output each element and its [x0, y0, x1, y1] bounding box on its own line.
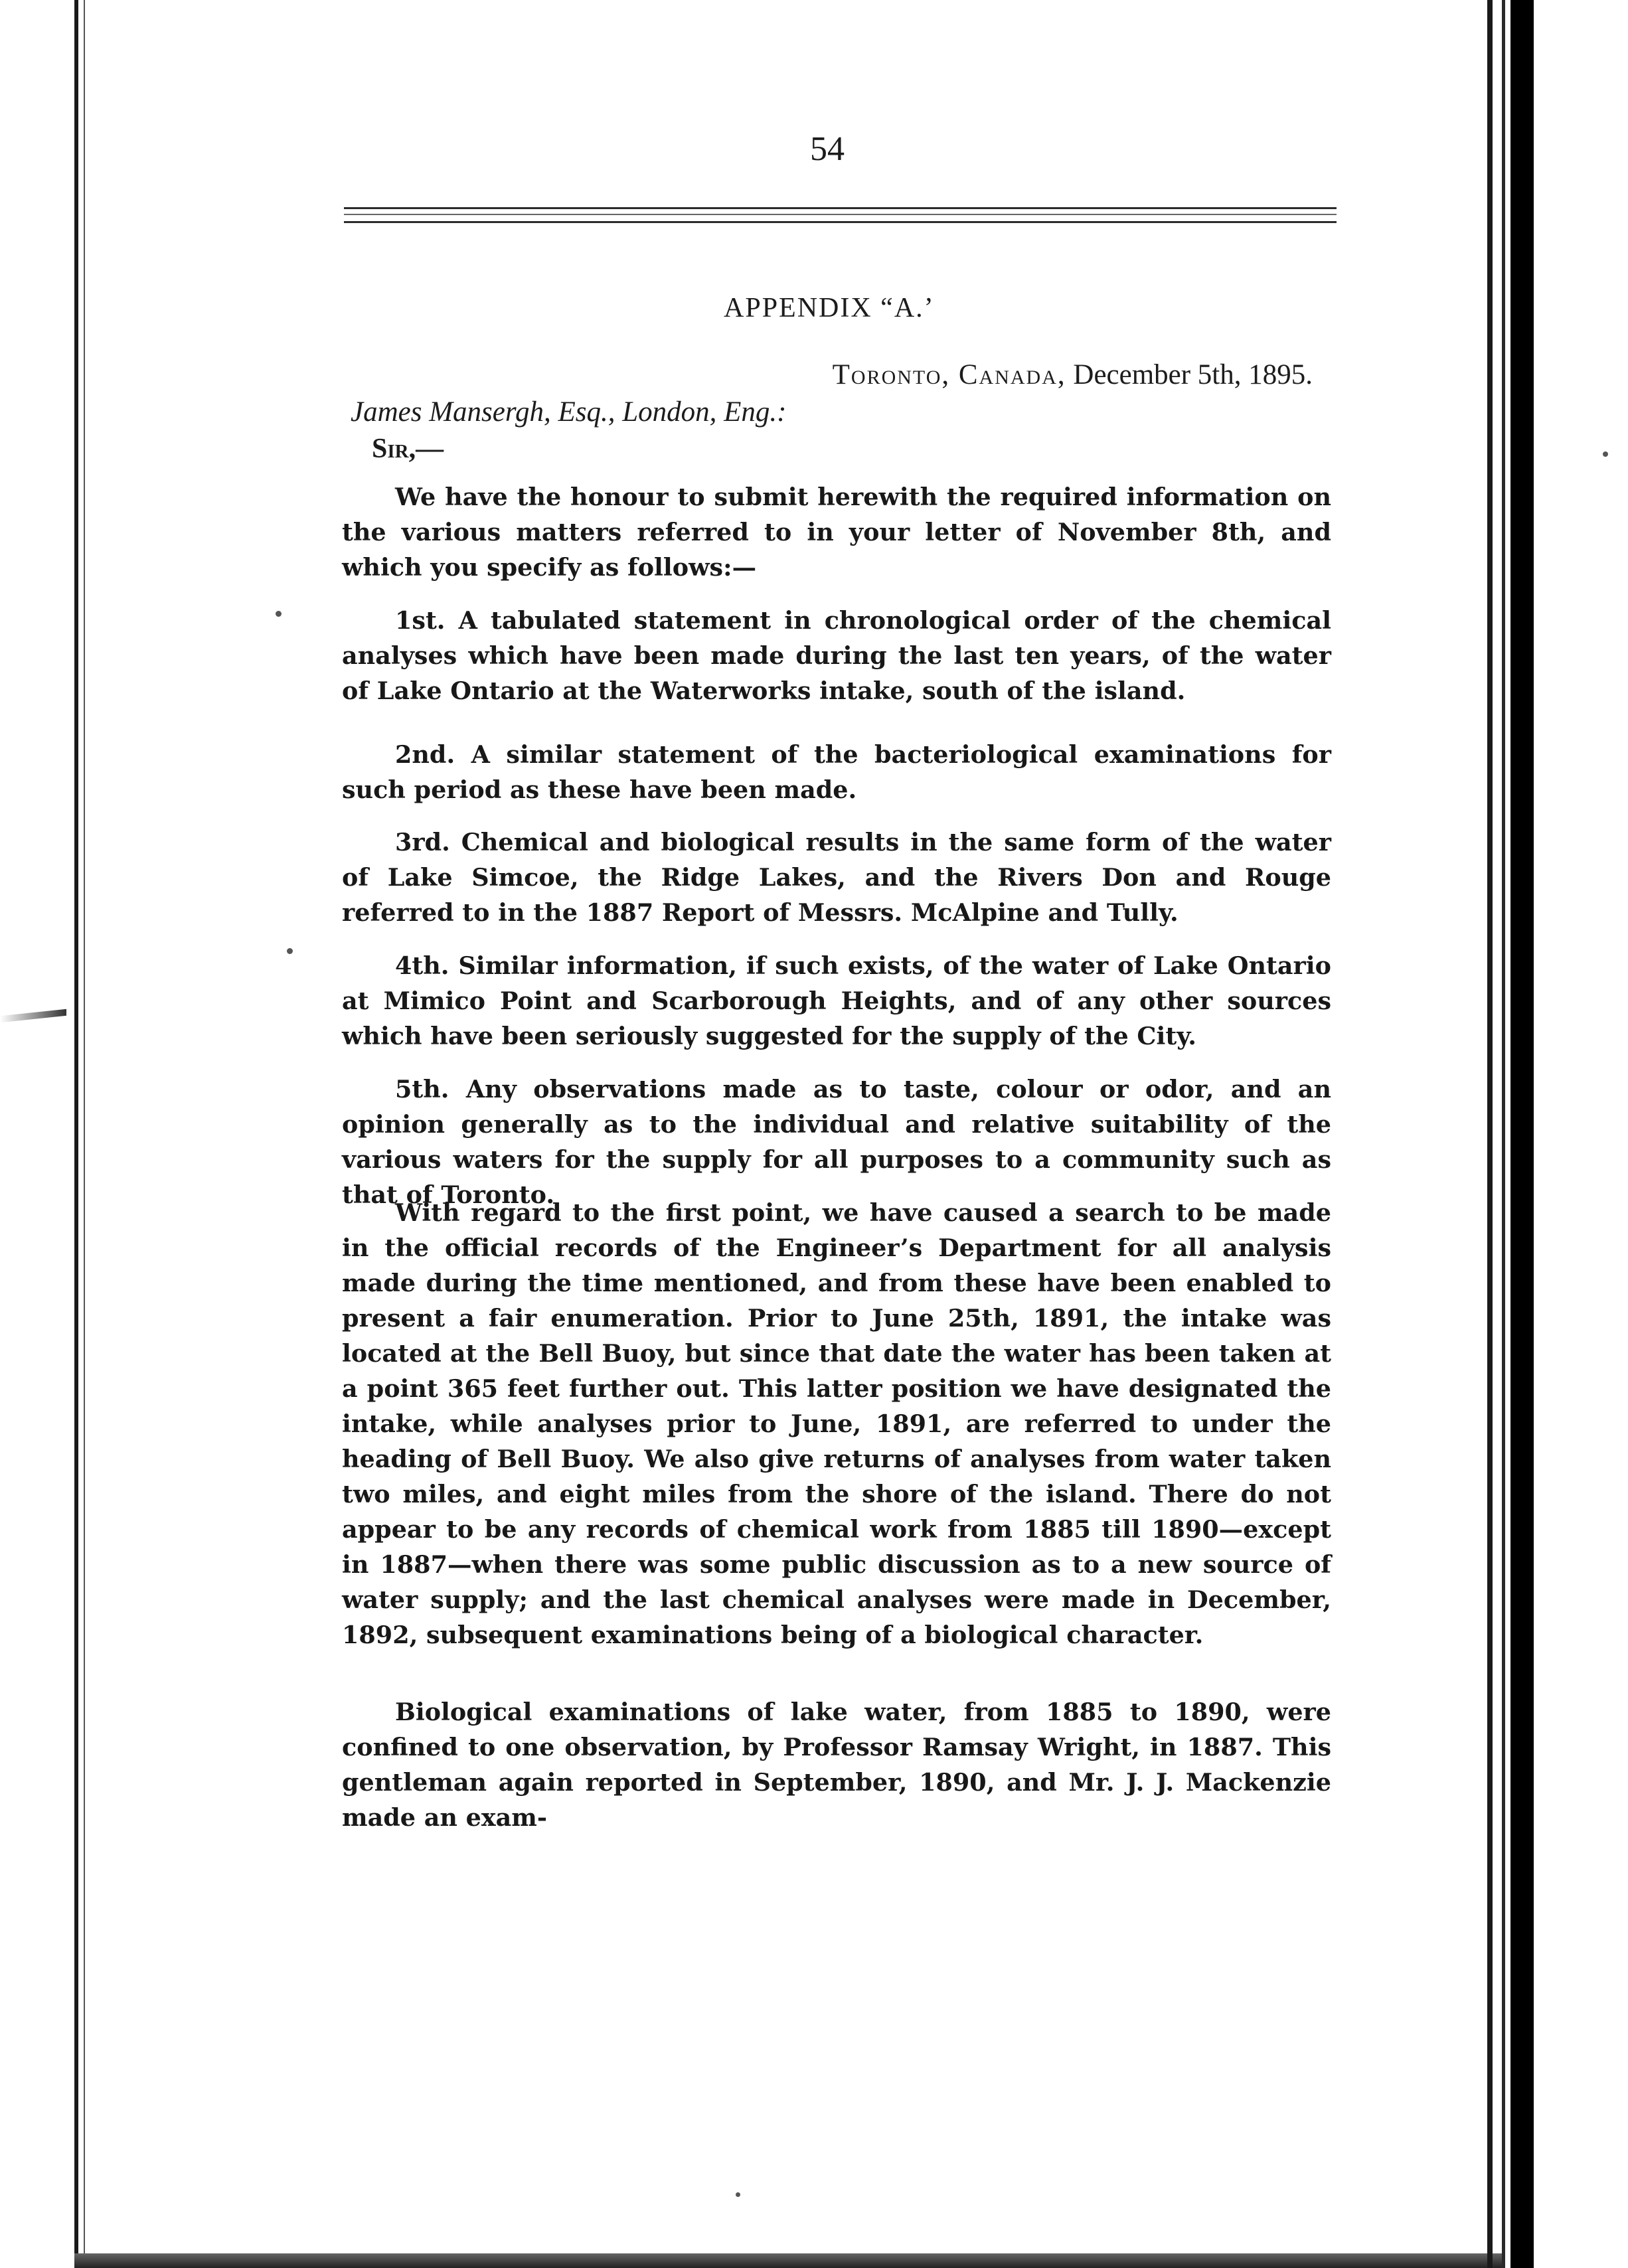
scan-speck: [736, 2192, 740, 2197]
scan-speck: [1603, 451, 1608, 457]
letter-addressee: James Mansergh, Esq., London, Eng.:: [351, 396, 787, 428]
header-rule: [344, 207, 1337, 209]
body-paragraph: 2nd. A similar statement of the bacteriological examinations for such period as these have been made.: [342, 740, 1331, 804]
body-paragraph: 3rd. Chemical and biological results in the same form of the water of Lake Simcoe, the Ridge Lakes, and the Rivers Don and Rouge referred to in the 1887 Report of Messrs. McAlpine and Tully.: [342, 828, 1331, 927]
scan-frame-left-edge: [74, 0, 78, 2268]
body-paragraph: 1st. A tabulated statement in chronological order of the chemical analyses which have been made during the last ten years, of the water of Lake Ontario at the Waterworks intake, south of the island.: [342, 606, 1331, 705]
body-paragraph: Biological examinations of lake water, from 1885 to 1890, were confined to one observation, by Professor Ramsay Wright, in 1887. This gentleman again reported in September, 1890, and Mr. J. J. Mackenzie made an exam-: [342, 1698, 1331, 1832]
scan-frame-right-edge: [1487, 0, 1493, 2268]
body-paragraph: We have the honour to submit herewith the required information on the various matters referred to in your letter of November 8th, and which you specify as follows:—: [342, 483, 1331, 582]
scan-speck: [276, 611, 282, 617]
header-rule: [344, 221, 1337, 223]
scan-speck: [287, 948, 293, 954]
letter-salutation: Sir,—: [372, 434, 444, 464]
scan-frame-right-border: [1510, 0, 1534, 2268]
scan-frame-right-line: [1502, 0, 1505, 2268]
page-number: 54: [810, 130, 845, 168]
scan-mark-left: [0, 1009, 66, 1023]
header-rule: [344, 214, 1337, 215]
body-paragraph: 4th. Similar information, if such exists, of the water of Lake Ontario at Mimico Point and Scarborough Heights, and of any other sources which have been seriously suggested for the supply of the City.: [342, 951, 1331, 1050]
dateline-place: Toronto, Canada,: [832, 359, 1066, 390]
dateline: [833, 359, 1313, 391]
scan-margin-right: [1534, 0, 1628, 2268]
scan-frame-left-line: [84, 0, 85, 2268]
body-paragraph: 5th. Any observations made as to taste, colour or odor, and an opinion generally as to the individual and relative suitability of the various waters for the supply for all purposes to a community such as that of Toronto.: [342, 1075, 1331, 1209]
dateline-date: December 5th, 1895.: [1073, 359, 1313, 390]
appendix-title: APPENDIX “A.’: [724, 293, 935, 323]
body-paragraph: With regard to the first point, we have caused a search to be made in the official records of the Engineer’s Department for all analysis made during the time mentioned, and from these have been enabled to present a fair enumeration. Prior to June 25th, 1891, the intake was located at the Bell Buoy, but since that date the water has been taken at a point 365 feet further out. This latter position we have designated the intake, while analyses prior to June, 1891, are referred to under the heading of Bell Buoy. We also give returns of analyses from water taken two miles, and eight miles from the shore of the island. There do not appear to be any records of chemical work from 1885 till 1890—except in 1887—when there was some public discussion as to a new source of water supply; and the last chemical analyses were made in December, 1892, subsequent examinations being of a biological character.: [342, 1198, 1331, 1649]
scan-frame-bottom-edge: [74, 2253, 1502, 2268]
